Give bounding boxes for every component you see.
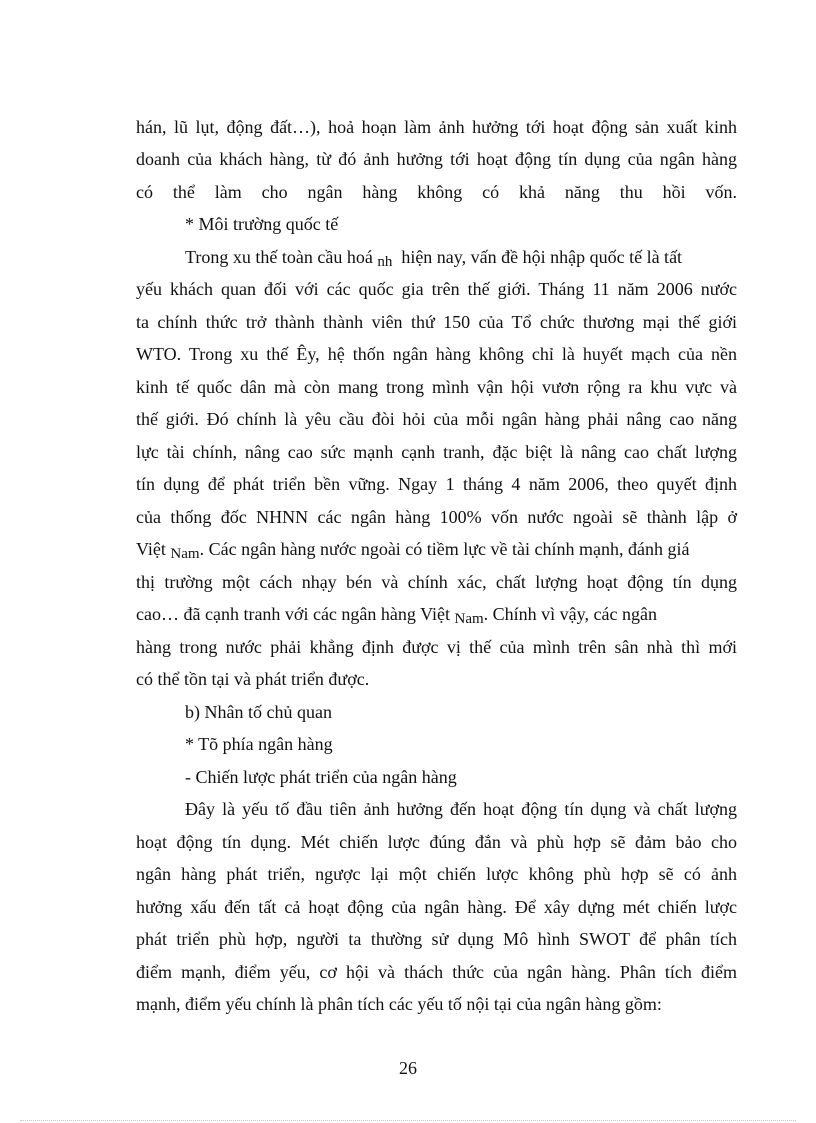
text-line: ta chính thức trở thành thành viên thứ 150 của Tổ chức thương mại thế giới — [136, 312, 737, 332]
text-line: Trong xu thế toàn cầu hoá nh hiện nay, vấn đề hội nhập quốc tế là tất — [185, 247, 683, 270]
section-heading: * Tõ phía ngân hàng — [185, 734, 333, 754]
text-line: của thống đốc NHNN các ngân hàng 100% vốn nước ngoài sẽ thành lập ở — [136, 507, 737, 527]
text-line: doanh của khách hàng, từ đó ảnh hưởng tới hoạt động tín dụng của ngân hàng — [136, 149, 737, 169]
text-line: điểm mạnh, điểm yếu, cơ hội và thách thức của ngân hàng. Phân tích điểm — [136, 962, 737, 982]
text-line: cao… đã cạnh tranh với các ngân hàng Việt Nam. Chính vì vậy, các ngân — [136, 604, 657, 627]
text-line: WTO. Trong xu thế Êy, hệ thốn ngân hàng không chỉ là huyết mạch của nền — [136, 344, 737, 364]
text-line: ngân hàng phát triển, ngược lại một chiến lược không phù hợp sẽ có ảnh — [136, 864, 737, 884]
text-line: Việt Nam. Các ngân hàng nước ngoài có tiềm lực về tài chính mạnh, đánh giá — [136, 539, 690, 562]
page-number: 26 — [399, 1058, 417, 1078]
text-line: phát triển phù hợp, người ta thường sử dụng Mô hình SWOT để phân tích — [136, 929, 737, 949]
section-heading: b) Nhân tố chủ quan — [185, 702, 332, 722]
text-line: thế giới. Đó chính là yêu cầu đòi hỏi của mỗi ngân hàng phải nâng cao năng — [136, 409, 737, 429]
section-heading: * Môi trường quốc tế — [185, 214, 339, 234]
text-line: kinh tế quốc dân mà còn mang trong mình vận hội vươn rộng ra khu vực và — [136, 377, 737, 397]
text-line: hoạt động tín dụng. Mét chiến lược đúng đắn và phù hợp sẽ đảm bảo cho — [136, 832, 737, 852]
text-line: hưởng xấu đến tất cả hoạt động của ngân hàng. Để xây dựng mét chiến lược — [136, 897, 737, 917]
text-line: có thể làm cho ngân hàng không có khả năng thu hồi vốn. — [136, 182, 737, 202]
text-line: Đây là yếu tố đầu tiên ảnh hưởng đến hoạt động tín dụng và chất lượng — [185, 799, 737, 819]
text-line: hàng trong nước phải khẳng định được vị thế của mình trên sân nhà thì mới — [136, 637, 737, 657]
text-line: mạnh, điểm yếu chính là phân tích các yếu tố nội tại của ngân hàng gồm: — [136, 994, 662, 1014]
page-bottom-divider — [20, 1120, 796, 1121]
text-line: lực tài chính, nâng cao sức mạnh cạnh tranh, đặc biệt là nâng cao chất lượng — [136, 442, 737, 462]
text-line: yếu khách quan đối với các quốc gia trên thế giới. Tháng 11 năm 2006 nước — [136, 279, 737, 299]
text-line: có thể tồn tại và phát triển được. — [136, 669, 370, 689]
section-heading: - Chiến lược phát triển của ngân hàng — [185, 767, 457, 787]
text-line: tín dụng để phát triển bền vững. Ngay 1 tháng 4 năm 2006, theo quyết định — [136, 474, 737, 494]
text-line: thị trường một cách nhạy bén và chính xác, chất lượng hoạt động tín dụng — [136, 572, 737, 592]
text-line: hán, lũ lụt, động đất…), hoả hoạn làm ảnh hưởng tới hoạt động sản xuất kinh — [136, 117, 737, 137]
